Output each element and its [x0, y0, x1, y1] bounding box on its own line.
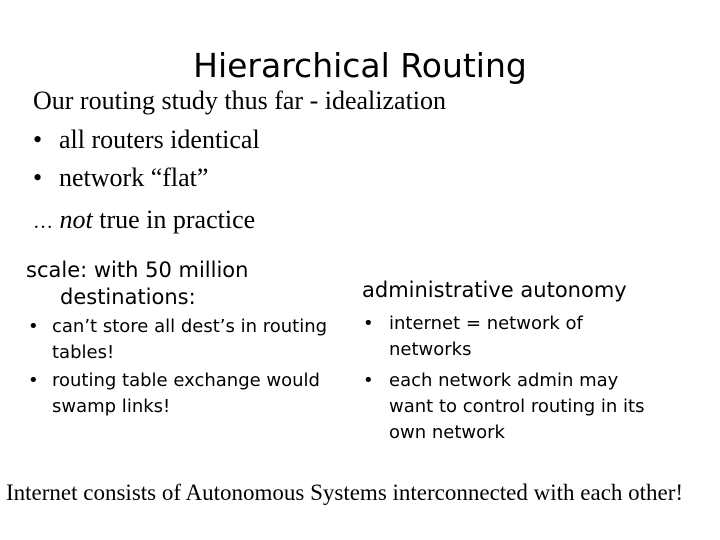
right-bullet-line: each network admin may: [389, 370, 619, 391]
not-emphasis: not: [59, 205, 93, 234]
intro-bullet: [33, 122, 260, 158]
left-column-heading-line1: scale: with 50 million: [26, 258, 249, 282]
right-bullet-glyph: •: [363, 370, 374, 391]
left-bullet-line: swamp links!: [52, 396, 171, 417]
left-bullet-glyph: •: [28, 370, 39, 391]
left-bullet-line: can’t store all dest’s in routing: [52, 316, 328, 337]
intro-bullet-text: network “flat”: [59, 163, 209, 192]
slide-title: [0, 46, 720, 86]
left-column-heading-line2: destinations:: [60, 285, 196, 309]
intro-bullet: [33, 160, 208, 196]
left-bullet-line: tables!: [52, 342, 115, 363]
intro-conclusion: [33, 202, 255, 240]
intro-bullet-text: all routers identical: [59, 125, 260, 154]
ellipsis: …: [33, 211, 53, 233]
intro-heading: Our routing study thus far - idealization: [33, 86, 447, 115]
right-bullet-line: own network: [389, 422, 505, 443]
right-bullet-line: internet = network of: [389, 313, 583, 334]
bullet-glyph: •: [33, 125, 43, 154]
right-column-heading: administrative autonomy: [362, 278, 627, 302]
left-bullet-glyph: •: [28, 316, 39, 337]
left-bullet-line: routing table exchange would: [52, 370, 320, 391]
right-bullet-line: networks: [389, 339, 472, 360]
right-bullet-glyph: •: [363, 313, 374, 334]
right-bullet-line: want to control routing in its: [389, 396, 645, 417]
bullet-glyph: •: [33, 163, 43, 192]
conclusion-text: true in practice: [92, 205, 256, 234]
footer-statement: Internet consists of Autonomous Systems interconnected with each other!: [6, 480, 684, 505]
slide-title-text: Hierarchical Routing: [193, 46, 527, 85]
